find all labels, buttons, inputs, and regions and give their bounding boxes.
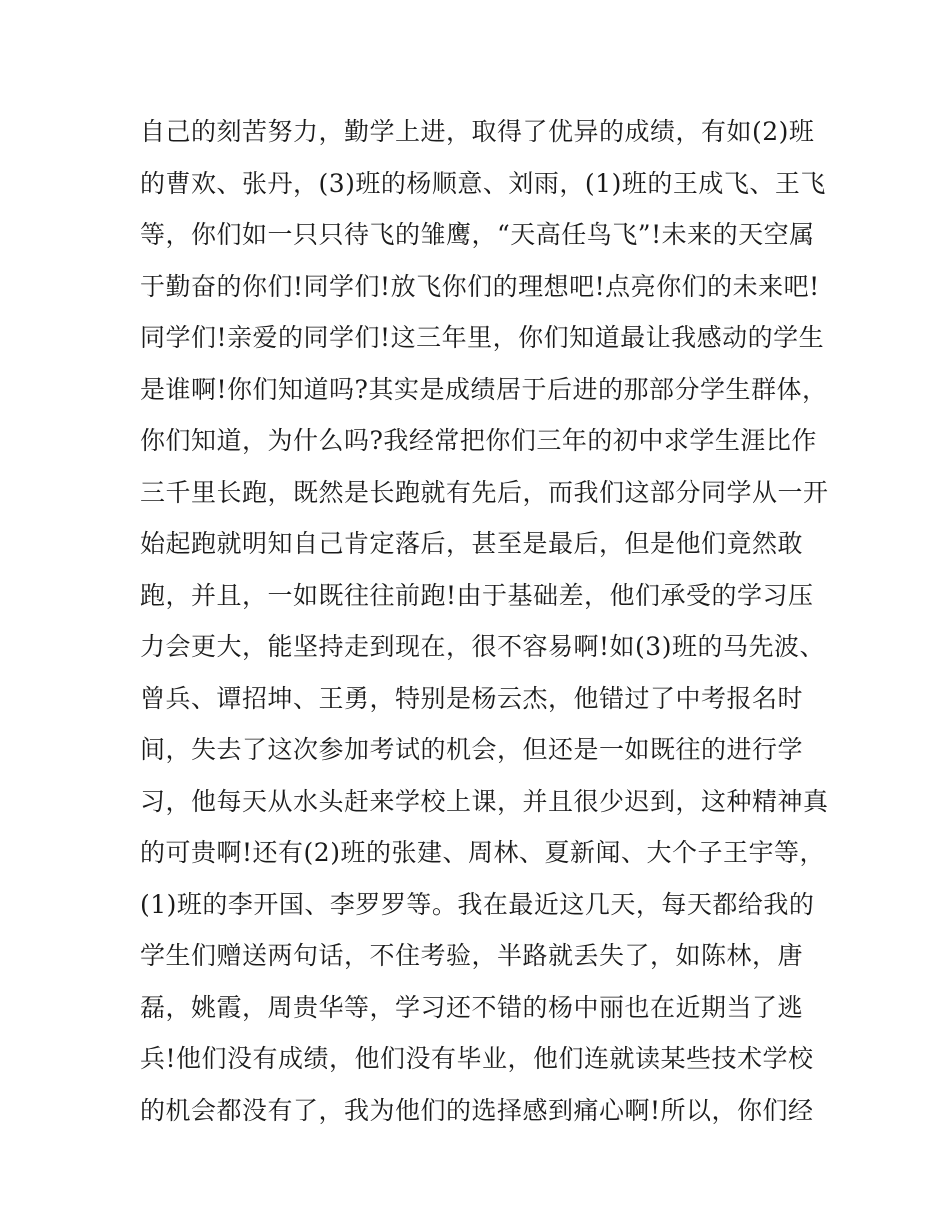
text-line-17: 学生们赠送两句话，不住考验，半路就丢失了，如陈林，唐 bbox=[140, 941, 804, 970]
text-line-4: 于勤奋的你们!同学们!放飞你们的理想吧!点亮你们的未来吧! bbox=[140, 271, 820, 301]
text-line-10: 跑，并且，一如既往往前跑!由于基础差，他们承受的学习压 bbox=[140, 580, 814, 610]
text-line-20: 的机会都没有了，我为他们的选择感到痛心啊!所以，你们经 bbox=[140, 1095, 814, 1125]
text-line-11: 力会更大，能坚持走到现在，很不容易啊!如(3)班的马先波、 bbox=[140, 632, 825, 661]
text-line-8: 三千里长跑，既然是长跑就有先后，而我们这部分同学从一开 bbox=[140, 477, 829, 507]
text-line-3: 等，你们如一只只待飞的雏鹰，“天高任鸟飞”!未来的天空属 bbox=[140, 220, 815, 249]
text-line-6: 是谁啊!你们知道吗?其实是成绩居于后进的那部分学生群体， bbox=[140, 374, 828, 404]
text-line-5: 同学们!亲爱的同学们!这三年里，你们知道最让我感动的学生 bbox=[140, 323, 825, 352]
text-line-1: 自己的刻苦努力，勤学上进，取得了优异的成绩，有如(2)班 bbox=[140, 117, 815, 146]
text-line-16: (1)班的李开国、李罗罗等。我在最近这几天，每天都给我的 bbox=[140, 889, 815, 919]
text-line-15: 的可贵啊!还有(2)班的张建、周林、夏新闻、大个子王宇等， bbox=[140, 838, 825, 867]
text-line-2: 的曹欢、张丹，(3)班的杨顺意、刘雨，(1)班的王成飞、王飞 bbox=[140, 168, 826, 198]
text-line-9: 始起跑就明知自己肯定落后，甚至是最后，但是他们竟然敢 bbox=[140, 529, 804, 558]
body-text bbox=[140, 106, 830, 1136]
text-line-7: 你们知道，为什么吗?我经常把你们三年的初中求学生涯比作 bbox=[140, 426, 817, 455]
text-line-12: 曾兵、谭招坤、王勇，特别是杨云杰，他错过了中考报名时 bbox=[140, 683, 804, 713]
text-line-18: 磊，姚霞，周贵华等，学习还不错的杨中丽也在近期当了逃 bbox=[140, 992, 804, 1022]
text-line-14: 习，他每天从水头赶来学校上课，并且很少迟到，这种精神真 bbox=[140, 786, 829, 816]
text-line-19: 兵!他们没有成绩，他们没有毕业，他们连就读某些技术学校 bbox=[140, 1044, 814, 1073]
text-line-13: 间，失去了这次参加考试的机会，但还是一如既往的进行学 bbox=[140, 735, 804, 764]
